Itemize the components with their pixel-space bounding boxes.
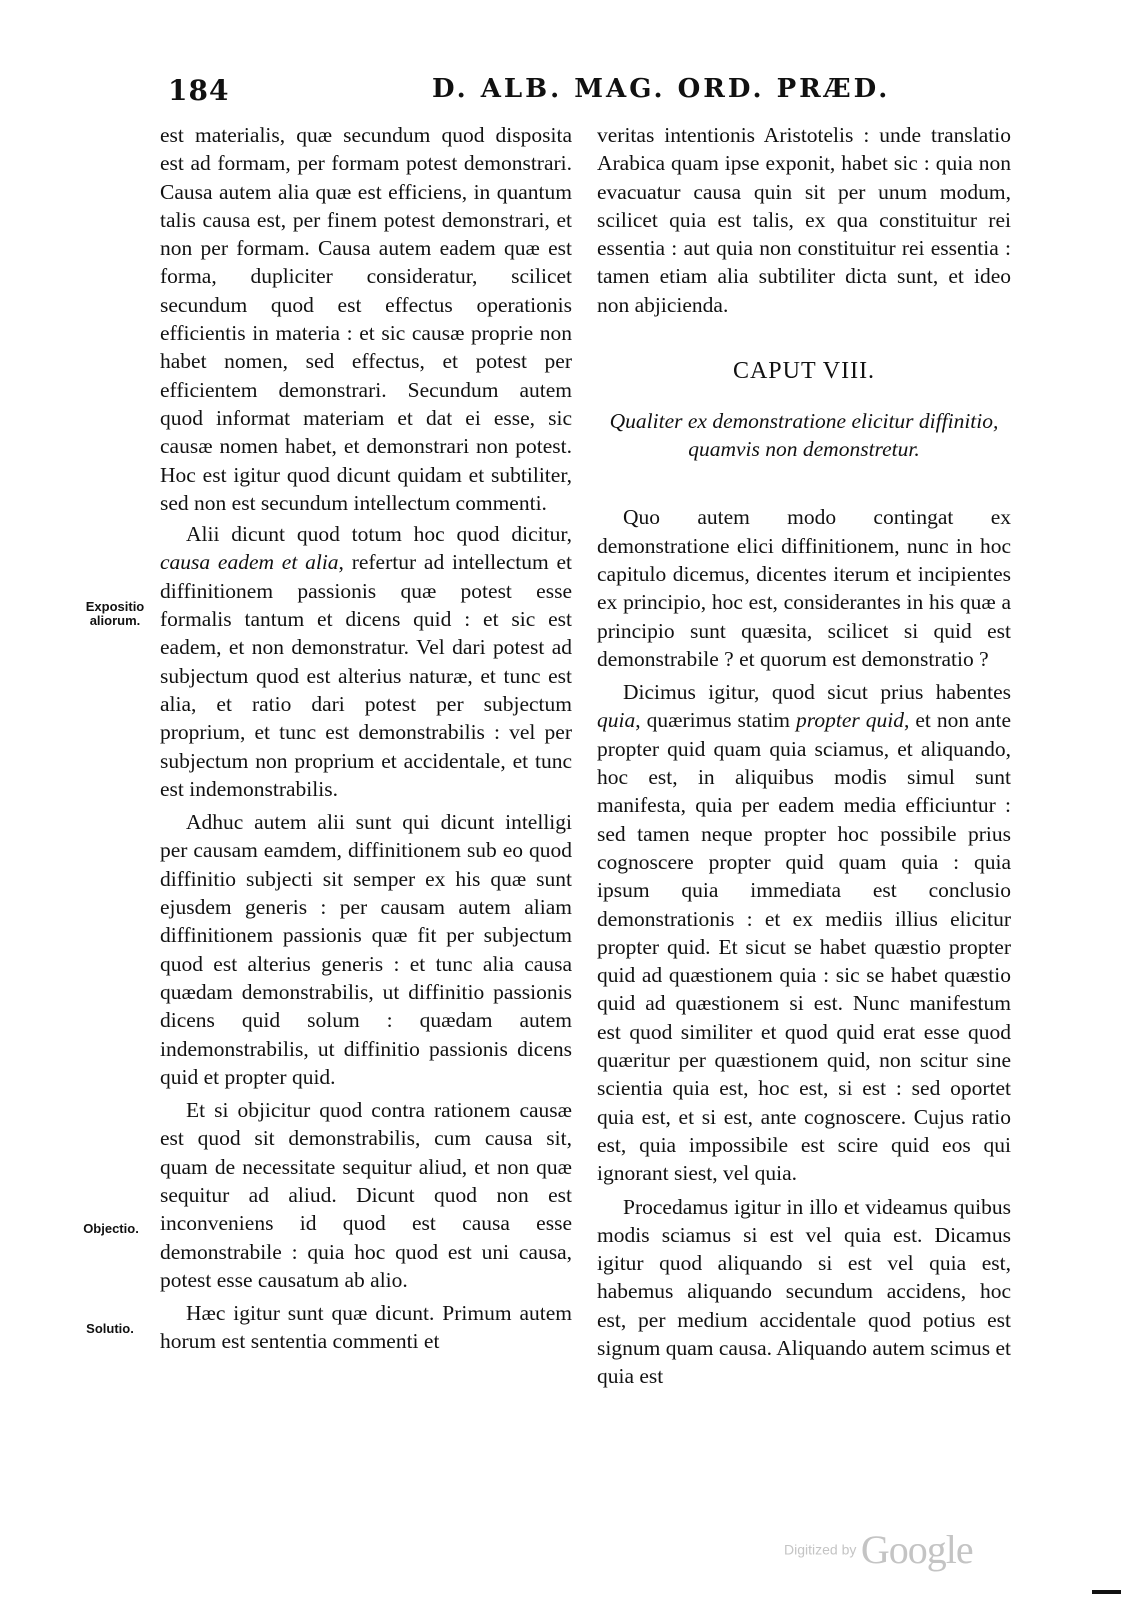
edge-mark — [1092, 1590, 1121, 1594]
right-paragraph-2: Quo autem modo contingat ex demonstratione elici diffinitionem, nunc in hoc capitulo dicemus, dicentes iterum et incipientes ex principio, hoc est, considerantes in his quæ a principio sunt quæsita, scilicet si quid est demonstrabile ? et quorum est demonstratio ? — [597, 505, 1011, 671]
running-head: D. ALB. MAG. ORD. PRÆD. — [432, 74, 891, 104]
right-paragraph-4: Procedamus igitur in illo et videamus quibus modis sciamus si est vel quia est. Dicamus igitur quod aliquando si est vel quia est, habemus aliquando secundum accidens, hoc est, per medium accidentale quod potius est signum quam causa. Aliquando autem scimus et quia est — [597, 1194, 1011, 1389]
right-paragraph-3-text-a: Dicimus igitur, quod sicut prius habentes — [623, 680, 1011, 705]
left-paragraph-1: est materialis, quæ secundum quod disposita est ad formam, per formam potest demonstrari. Causa autem alia quæ est efficiens, in quantum talis causa est, per finem potest demonstrari, et non per formam. Causa autem eadem quæ est forma, dupliciter consideratur, scilicet secundum quod est effectus operationis efficientis in materia : et sic causæ proprie non habet nomen, sed effectus, et potest per efficientem demonstrari. Secundum autem quod informat materiam et dat ei esse, sic causæ nomen habet, et demonstrari non potest. Hoc est igitur quod dicunt quidam et subtiliter, sed non est secundum intellectum commenti. — [160, 123, 572, 515]
left-paragraph-3: Adhuc autem alii sunt qui dicunt intelligi per causam eamdem, diffinitionem sub eo quod diffinitio subjecti sit semper ex his quæ sunt ejusdem generis : per causam autem aliam diffinitionem passionis quæ fit per subjectum quod est alterius generis : et tunc alia causa quædam demonstrabilis, ut diffinitio passionis dicens quid solum : quædam autem indemonstrabilis, ut diffinitio passionis dicens quid et propter quid. — [160, 810, 572, 1089]
left-paragraph-2-text-b: , refertur ad intellectum et diffinitionem passionis quæ potest esse formalis tantum et dicens quid : et sic est eadem, et non demonstratur. Vel dari potest ad subjectum quod est alterius naturæ, et tunc est alia, et ratio dari potest per subjectum proprium, et tunc est demonstrabilis : vel per subjectum non proprium et accidentale, et tunc est indemonstrabilis. — [160, 550, 572, 801]
right-paragraph-3-italic-2: propter quid — [796, 708, 904, 733]
right-column — [597, 121, 1011, 1391]
right-paragraph-3 — [597, 678, 1011, 1187]
chapter-subtitle: Qualiter ex demonstratione elicitur diffinitio, quamvis non demonstretur. — [609, 409, 999, 462]
watermark-brand: Google — [860, 1527, 973, 1572]
digitized-watermark — [784, 1526, 973, 1573]
margin-note-solutio: Solutio. — [86, 1321, 134, 1336]
left-paragraph-2 — [160, 520, 572, 803]
right-paragraph-3-italic-1: quia — [597, 708, 636, 733]
left-paragraph-2-italic: causa eadem et alia — [160, 550, 339, 575]
right-paragraph-3-text-c: , et non ante propter quid quam quia sciamus, et aliquando, hoc est, in aliquibus modis simul sunt manifesta, quia per eadem media efficiuntur : sed tamen neque propter hoc possibile prius cognoscere propter quid quam quia : quia ipsum quia immediata est conclusio demonstrationis : et ex mediis illius elicitur propter quid. Et sicut se habet quæstio propter quid ad quæstionem quia : sic se habet quæstio quid ad quæstionem si est. Nunc manifestum est quod similiter et quod quid erat esse quod quæritur per quæstionem quid, non scitur sine scientia quia est, hoc est, si est : sed oportet quia est, et si est, ante cognoscere. Cujus ratio est, quia impossibile est scire quid eos qui ignorant siest, vel quia. — [597, 708, 1011, 1186]
left-paragraph-4: Et si objicitur quod contra rationem causæ est quod sit demonstrabilis, cum causa sit, quam de necessitate sequitur aliud, et non quæ sequitur ad aliud. Dicunt quod non est inconveniens id quod est causa esse demonstrabile : quia hoc quod est uni causa, potest esse causatum ab alio. — [160, 1098, 572, 1292]
right-paragraph-3-text-b: , quærimus statim — [635, 708, 797, 733]
left-paragraph-2-text-a: Alii dicunt quod totum hoc quod dicitur, — [186, 522, 572, 547]
margin-note-objectio: Objectio. — [83, 1221, 139, 1236]
page-number: 184 — [168, 74, 230, 107]
right-paragraph-1: veritas intentionis Aristotelis : unde translatio Arabica quam ipse exponit, habet sic : quia non evacuatur causa quin sit per unum modum, scilicet quia est talis, ex qua constituitur rei essentia : aut quia non constituitur rei essentia : tamen etiam alia subtiliter dicta sunt, et ideo non abjicienda. — [597, 123, 1011, 317]
watermark-small-text: Digitized by — [784, 1541, 857, 1558]
left-paragraph-5: Hæc igitur sunt quæ dicunt. Primum autem horum est sententia commenti et — [160, 1301, 572, 1354]
margin-note-expositio: Expositio aliorum. — [85, 599, 145, 628]
left-column — [160, 121, 572, 1356]
chapter-heading: CAPUT VIII. — [732, 358, 876, 385]
